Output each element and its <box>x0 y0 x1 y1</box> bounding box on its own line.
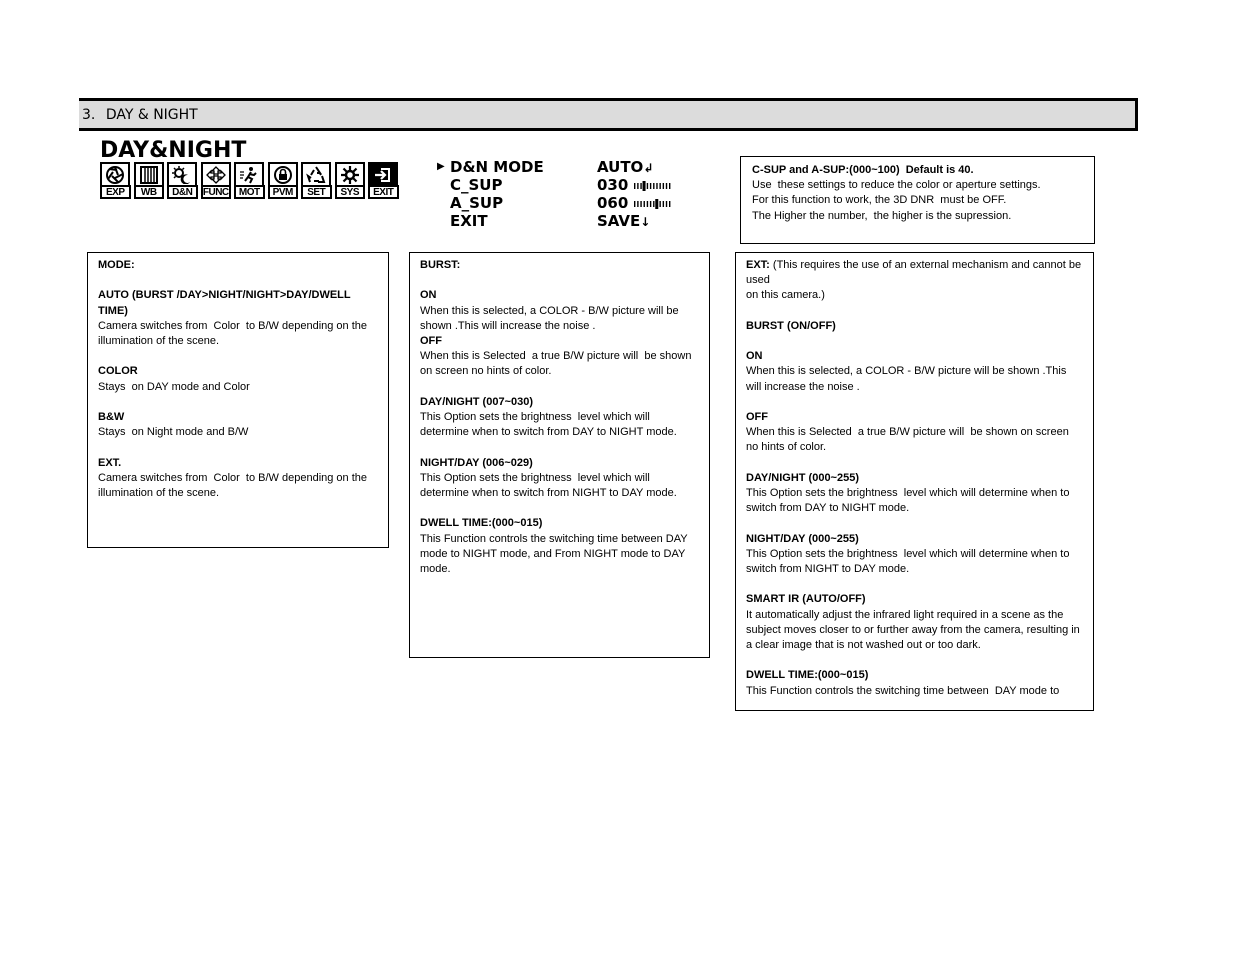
csup-note-box <box>740 156 1095 244</box>
gear-icon <box>335 162 365 185</box>
menu-icon-label: FUNC <box>201 185 232 199</box>
csup-line: For this function to work, the 3D DNR must be OFF. <box>752 194 1007 207</box>
csup-heading: C-SUP and A-SUP:(000~100) Default is 40. <box>752 164 974 176</box>
osd-menu <box>437 158 690 230</box>
on-text: When this is selected, a COLOR - B/W picture will be shown .This will increase the noise . <box>420 304 682 332</box>
dwell-text: This Function controls the switching time between DAY mode to <box>746 684 1060 697</box>
recycle-icon <box>301 162 331 185</box>
level-tick <box>666 201 667 207</box>
burst-box <box>409 252 710 658</box>
ext-text: (This requires the use of an external mechanism and cannot be used <box>746 259 1085 287</box>
osd-value-text: AUTO <box>597 158 644 176</box>
level-bar-icon <box>633 181 671 191</box>
bw-text: Stays on Night mode and B/W <box>98 426 249 439</box>
menu-icon-mot <box>234 162 265 199</box>
level-tick <box>653 201 654 207</box>
menu-icon-label: MOT <box>234 185 265 199</box>
level-tick <box>647 201 648 207</box>
ext-title: EXT. <box>98 456 122 469</box>
off-title: OFF <box>746 410 768 423</box>
menu-icon-exp <box>100 162 131 199</box>
day-night-text: This Option sets the brightness level which will determine when to switch from DAY to NIGHT mode. <box>420 411 677 439</box>
color-text: Stays on DAY mode and Color <box>98 380 250 393</box>
on-title: ON <box>420 289 437 302</box>
on-title: ON <box>746 350 763 363</box>
down-arrow-icon: ↓ <box>640 215 651 229</box>
osd-row-name: A_SUP <box>450 194 504 212</box>
level-tick <box>657 183 658 189</box>
ext-intro <box>746 258 1083 288</box>
menu-icon-sys <box>335 162 366 199</box>
menu-icon-set <box>301 162 332 199</box>
csup-line: Use these settings to reduce the color or aperture settings. <box>752 179 1041 192</box>
level-marker <box>643 181 646 191</box>
level-tick <box>647 183 648 189</box>
level-tick <box>663 201 664 207</box>
level-tick <box>660 183 661 189</box>
osd-row-name: C_SUP <box>450 176 503 194</box>
menu-icon-label: SYS <box>335 185 366 199</box>
day-night-title: DAY/NIGHT (000~255) <box>746 471 860 484</box>
menu-icon-label: WB <box>134 185 165 199</box>
osd-row-value <box>597 158 653 177</box>
level-tick <box>669 201 670 207</box>
enter-arrow-icon: ↲ <box>643 161 654 175</box>
level-tick <box>653 183 654 189</box>
csup-line: The Higher the number, the higher is the supression. <box>752 209 1012 222</box>
menu-icon-dn <box>167 162 198 199</box>
section-header <box>79 98 1138 131</box>
mode-box <box>87 252 389 548</box>
level-tick <box>637 201 638 207</box>
level-tick <box>637 183 638 189</box>
sun-moon-icon <box>167 162 197 185</box>
white-balance-icon <box>134 162 164 185</box>
osd-value-text: 030 <box>597 176 629 194</box>
section-number: 3. <box>82 107 96 123</box>
menu-icon-exit <box>368 162 399 199</box>
auto-title: AUTO (BURST /DAY>NIGHT/NIGHT>DAY/DWELL TIME) <box>98 289 354 317</box>
day-night-text: This Option sets the brightness level which will determine when to switch from DAY to NIGHT mode. <box>746 486 1073 515</box>
cursor-arrow-icon: ▶ <box>437 161 445 172</box>
privacy-lock-icon <box>268 162 298 185</box>
on-text: When this is selected, a COLOR - B/W picture will be shown .This will increase the noise . <box>746 365 1070 393</box>
level-tick <box>660 201 661 207</box>
off-text: When this is Selected a true B/W picture will be shown on screen no hints of color. <box>746 426 1072 454</box>
osd-row-name: EXIT <box>450 212 488 230</box>
arrows-icon <box>201 162 231 185</box>
level-tick <box>669 183 670 189</box>
night-day-title: NIGHT/DAY (000~255) <box>746 532 859 545</box>
mode-heading: MODE: <box>98 259 135 271</box>
osd-row-a-sup[interactable] <box>440 194 690 212</box>
auto-text: Camera switches from Color to B/W depending on the illumination of the scene. <box>98 319 371 347</box>
menu-icon-label: D&N <box>167 185 198 199</box>
bw-title: B&W <box>98 410 125 423</box>
ext-text-2: on this camera.) <box>746 289 825 302</box>
level-tick <box>641 201 642 207</box>
section-title: DAY & NIGHT <box>105 107 198 123</box>
osd-row-exit[interactable] <box>440 212 690 230</box>
level-tick <box>650 201 651 207</box>
level-tick <box>663 183 664 189</box>
dwell-title: DWELL TIME:(000~015) <box>420 517 543 530</box>
osd-row-name: D&N MODE <box>450 158 544 176</box>
night-day-text: This Option sets the brightness level which will determine when to switch from NIGHT to DAY mode. <box>746 547 1073 575</box>
burst-heading: BURST: <box>420 259 461 271</box>
smart-ir-text: It automatically adjust the infrared light required in a scene as the subject moves closer to or further away from the camera, resulting in a clear image that is not washed out or too dark. <box>746 608 1083 651</box>
level-tick <box>666 183 667 189</box>
menu-icon-wb <box>134 162 165 199</box>
ext-text: Camera switches from Color to B/W depending on the illumination of the scene. <box>98 471 371 499</box>
osd-row-value <box>597 194 671 212</box>
ext-title: EXT: <box>746 259 770 271</box>
osd-row-dn-mode[interactable] <box>437 158 690 176</box>
level-tick <box>641 183 642 189</box>
osd-value-text: 060 <box>597 194 629 212</box>
level-tick <box>644 201 645 207</box>
motion-icon <box>234 162 264 185</box>
dwell-text: This Function controls the switching time between DAY mode to NIGHT mode, and From NIGHT mode to DAY mode. <box>420 532 691 575</box>
level-tick <box>634 183 635 189</box>
burst-title: BURST (ON/OFF) <box>746 319 836 332</box>
level-bar-icon <box>633 199 671 209</box>
level-tick <box>650 183 651 189</box>
off-text: When this is Selected a true B/W picture will be shown on screen no hints of color. <box>420 350 695 378</box>
ext-box <box>735 252 1094 711</box>
level-tick <box>634 201 635 207</box>
aperture-icon <box>100 162 130 185</box>
menu-icon-pvm <box>268 162 299 199</box>
menu-icon-label: EXP <box>100 185 131 199</box>
color-title: COLOR <box>98 365 138 378</box>
osd-value-text: SAVE <box>597 212 641 230</box>
smart-ir-title: SMART IR (AUTO/OFF) <box>746 593 866 606</box>
menu-title: DAY&NIGHT <box>100 138 247 163</box>
menu-icon-strip <box>100 162 399 199</box>
osd-row-c-sup[interactable] <box>440 176 690 194</box>
dwell-title: DWELL TIME:(000~015) <box>746 669 869 682</box>
night-day-text: This Option sets the brightness level which will determine when to switch from NIGHT to DAY mode. <box>420 471 677 499</box>
day-night-title: DAY/NIGHT (007~030) <box>420 395 534 408</box>
menu-icon-label: PVM <box>268 185 299 199</box>
menu-icon-label: EXIT <box>368 185 399 199</box>
menu-icon-func <box>201 162 232 199</box>
osd-row-value <box>597 176 671 194</box>
level-marker <box>656 199 659 209</box>
off-title: OFF <box>420 335 442 347</box>
osd-row-value <box>597 212 650 231</box>
menu-icon-label: SET <box>301 185 332 199</box>
exit-icon <box>368 162 398 185</box>
night-day-title: NIGHT/DAY (006~029) <box>420 456 533 469</box>
